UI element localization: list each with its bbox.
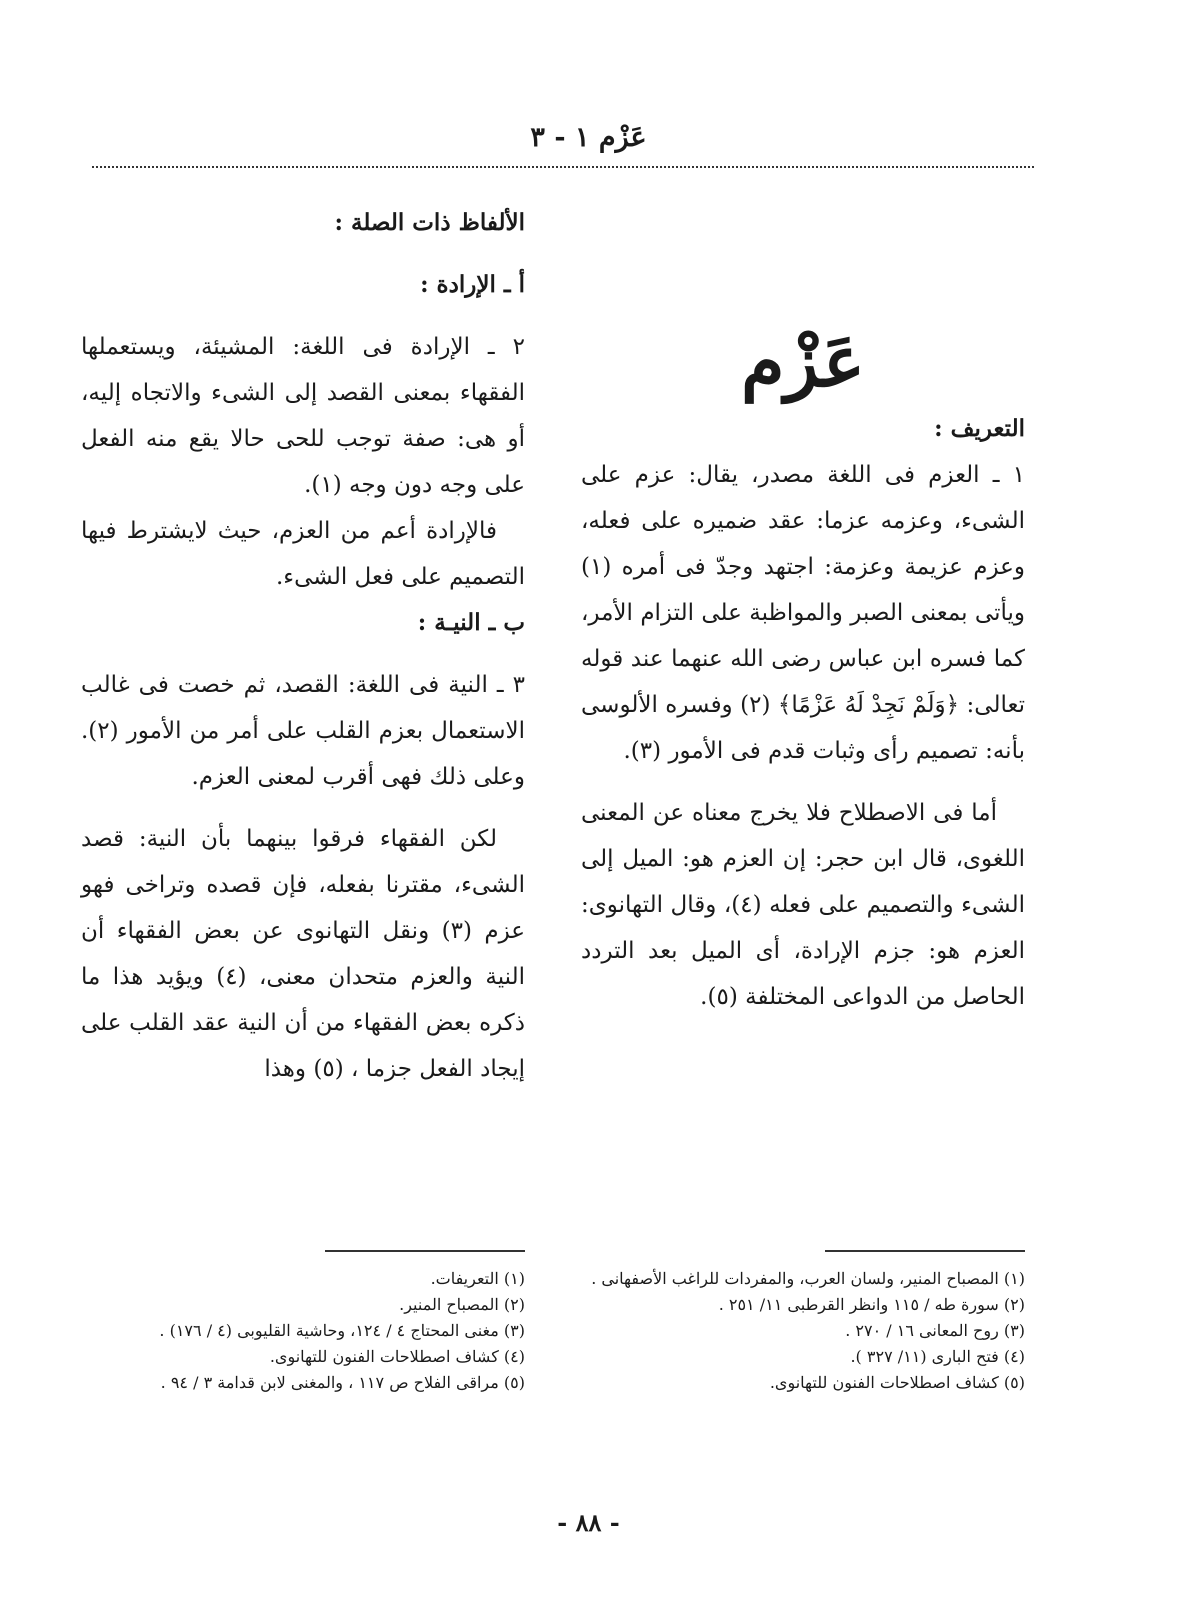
irada-paragraph-2: فالإرادة أعم من العزم، حيث لايشترط فيها التصميم على فعل الشىء. xyxy=(81,518,525,590)
footnote: (٥) كشاف اصطلاحات الفنون للتهانوى. xyxy=(769,1373,1025,1392)
running-head: عَزْم ١ - ٣ xyxy=(530,122,647,153)
subheading-niyya: ب ـ النيـة : xyxy=(417,609,525,636)
footnote: (١) المصباح المنير، ولسان العرب، والمفردات للراغب الأصفهانى . xyxy=(591,1269,1025,1288)
footnote-divider-right xyxy=(825,1250,1025,1252)
definition-paragraph-1: ١ ـ العزم فى اللغة مصدر، يقال: عزم على الشىء، وعزمه عزما: عقد ضميره على فعله، وعزم عزيمة وعزمة: اجتهد وجدّ فى أمره (١) ويأتى بمعنى الصبر والمواظبة على التزام الأمر، كما فسره ابن عباس رضى الله عنهما عند قوله تعالى: ﴿وَلَمْ نَجِدْ لَهُ عَزْمًا﴾ (٢) وفسره الألوسى بأنه: تصميم رأى وثبات قدم فى الأمور (٣). xyxy=(581,462,1025,764)
niyya-paragraph-2: لكن الفقهاء فرقوا بينهما بأن النية: قصد الشىء، مقترنا بفعله، فإن قصده وتراخى فهو عزم (٣) ونقل التهانوى عن بعض الفقهاء أن النية والعزم متحدان معنى، (٤) ويؤيد هذا ما ذكره بعض الفقهاء من أن النية عقد القلب على إيجاد الفعل جزما ، (٥) وهذا xyxy=(81,826,525,1082)
footnote: (٢) المصباح المنير. xyxy=(399,1295,525,1314)
irada-paragraph: ٢ ـ الإرادة فى اللغة: المشيئة، ويستعملها الفقهاء بمعنى القصد إلى الشىء والاتجاه إليه، أو هى: صفة توجب للحى حالا يقع منه الفعل على وجه دون وجه (١). xyxy=(81,334,525,498)
footnotes-left xyxy=(81,1266,525,1396)
left-column xyxy=(81,200,525,1092)
definition-paragraph-2: أما فى الاصطلاح فلا يخرج معناه عن المعنى اللغوى، قال ابن حجر: إن العزم هو: الميل إلى الشىء والتصميم على فعله (٤)، وقال التهانوى: العزم هو: جزم الإرادة، أى الميل بعد التردد الحاصل من الدواعى المختلفة (٥). xyxy=(581,800,1025,1010)
right-column xyxy=(581,200,1025,1020)
footnote: (٣) روح المعانى ١٦ / ٢٧٠ . xyxy=(845,1321,1025,1340)
footnote: (٢) سورة طه / ١١٥ وانظر القرطبى ١١/ ٢٥١ . xyxy=(718,1295,1025,1314)
page-number: - ٨٨ - xyxy=(557,1508,620,1537)
footnote: (١) التعريفات. xyxy=(430,1269,525,1288)
footnotes-right xyxy=(581,1266,1025,1396)
footnote-divider-left xyxy=(325,1250,525,1252)
footnote: (٤) فتح البارى (١١/ ٣٢٧ ). xyxy=(850,1347,1025,1366)
footnote: (٣) مغنى المحتاج ٤ / ١٢٤، وحاشية القليوبى (٤ / ١٧٦) . xyxy=(159,1321,525,1340)
subheading-irada: أ ـ الإرادة : xyxy=(420,271,525,298)
footnote: (٥) مراقى الفلاح ص ١١٧ ، والمغنى لابن قدامة ٣ / ٩٤ . xyxy=(160,1373,525,1392)
related-terms-heading: الألفاظ ذات الصلة : xyxy=(334,209,525,236)
footnote: (٤) كشاف اصطلاحات الفنون للتهانوى. xyxy=(269,1347,525,1366)
definition-heading: التعريف : xyxy=(934,415,1025,442)
header-divider xyxy=(92,166,1034,168)
niyya-paragraph: ٣ ـ النية فى اللغة: القصد، ثم خصت فى غالب الاستعمال بعزم القلب على أمر من الأمور (٢). وعلى ذلك فهى أقرب لمعنى العزم. xyxy=(81,672,525,790)
entry-title: عَزْم xyxy=(741,320,865,403)
